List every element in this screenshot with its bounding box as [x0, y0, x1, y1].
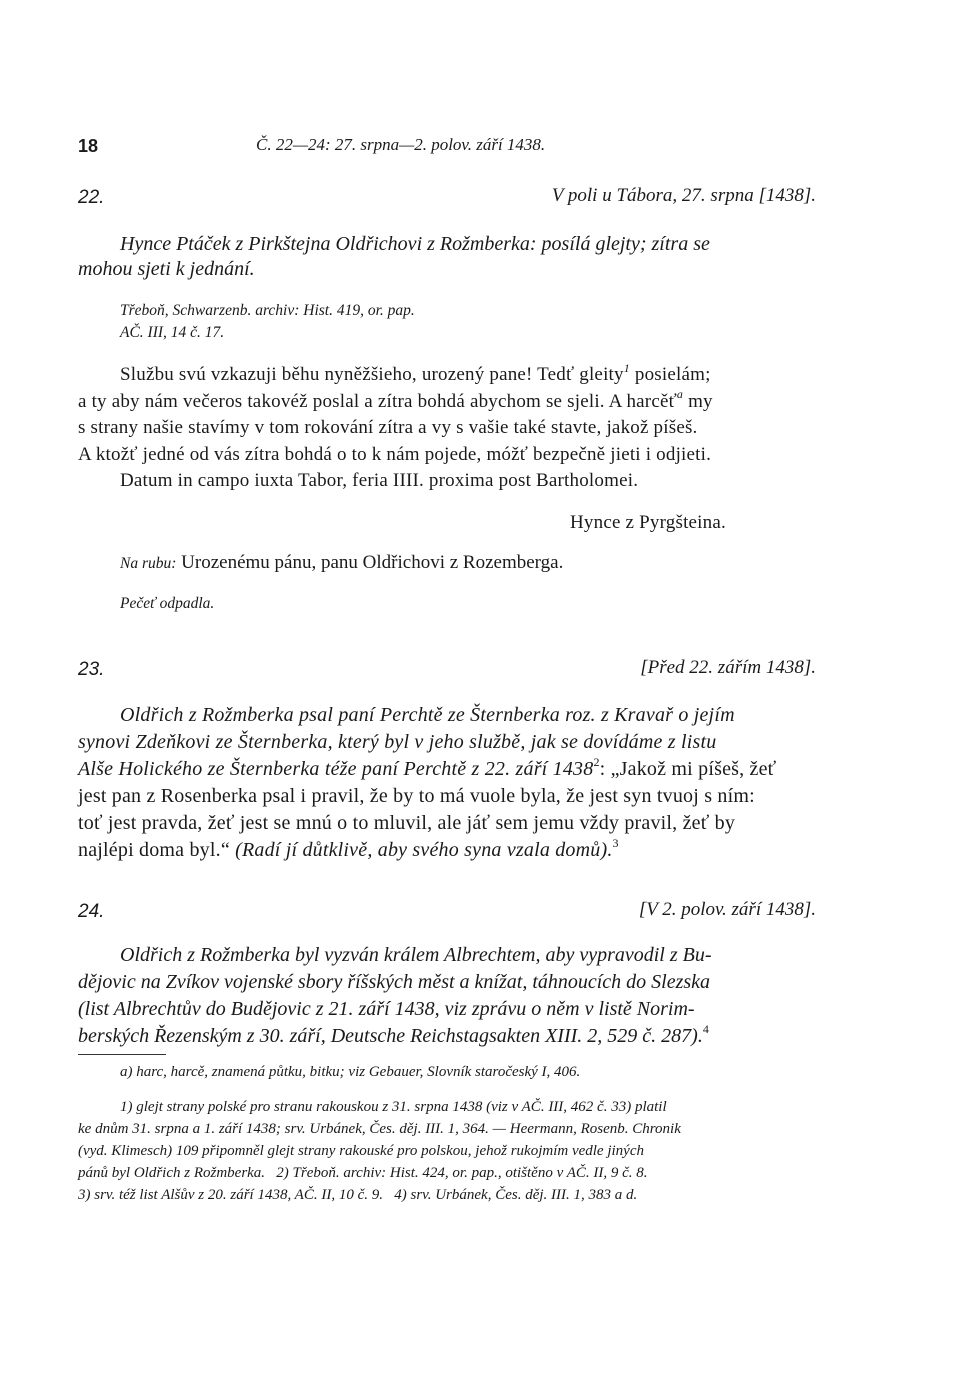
regest-line — [78, 756, 816, 783]
letter-text — [78, 362, 818, 495]
footnote-a: a) harc, harcě, znamená půtku, bitku; viz Gebauer, Slovník staročeský I, 406. — [120, 1064, 581, 1080]
regest-line: jest pan z Rosenberka psal i pravil, že by to má vuole byla, že jest syn tvuoj s ním: — [78, 785, 755, 807]
regest-line: Oldřich z Rožmberka byl vyzván králem Albrechtem, aby vypravodil z Bu- — [120, 944, 712, 966]
footnote-line: pánů byl Oldřich z Rožmberka. 2) Třeboň. archiv: Hist. 424, or. pap., otištěno v AČ. II, 9 č. 8. — [78, 1165, 648, 1181]
letter-line: Datum in campo iuxta Tabor, feria IIII. proxima post Bartholomei. — [120, 470, 639, 491]
archive-line: AČ. III, 14 č. 17. — [120, 324, 225, 341]
text-run: (Radí jí důtklivě, aby svého syna vzala domů). — [235, 839, 613, 861]
letter-line: A ktožť jedné od vás zítra bohdá o to k nám pojede, móžť bezpečně jieti i odjieti. — [78, 443, 712, 465]
footnote-line: (vyd. Klimesch) 109 připomněl glejt strany rakouské pro polskou, jehož rukojmím vedle jiných — [78, 1143, 644, 1159]
footnote-ref: a — [676, 387, 684, 402]
verso-note — [120, 552, 563, 574]
summary-line: mohou sjeti k jednání. — [78, 258, 255, 280]
document-number: 24. — [78, 901, 105, 922]
text-run: berských Řezenským z 30. září, Deutsche Reichstagsakten XIII. 2, 529 č. 287). — [78, 1025, 703, 1047]
footnote-ref: 4 — [702, 1022, 709, 1037]
regest-line — [78, 1023, 816, 1050]
letter-line: s strany našie stavímy v tom rokování zítra a vy s vašie také stavte, jakož píšeš. — [78, 417, 698, 438]
regest-summary — [78, 232, 816, 282]
footnote-ref: 1 — [623, 360, 630, 375]
document-number: 22. — [78, 187, 105, 208]
regest-line: dějovic na Zvíkov vojenské sbory říšských měst a knížat, táhnoucích do Slezska — [78, 971, 711, 993]
page-number: 18 — [78, 136, 99, 156]
footnote-line: 3) srv. též list Alšův z 20. září 1438, AČ. II, 10 č. 9. 4) srv. Urbánek, Čes. děj. III. 1, 383 a d. — [78, 1187, 638, 1203]
document-date: [V 2. polov. září 1438]. — [638, 899, 816, 920]
text-run: Službu svú vzkazuji běhu nyněžšieho, urozený pane! Tedť gleity — [120, 364, 624, 385]
regest-line: toť jest pravda, žeť jest se mnú o to mluvil, ale jáť sem jemu vždy pravil, žeť by — [78, 812, 736, 834]
seal-note: Pečeť odpadla. — [120, 595, 215, 612]
footnote-ref: 3 — [612, 836, 619, 851]
archive-line: Třeboň, Schwarzenb. archiv: Hist. 419, or. pap. — [120, 302, 415, 319]
footnote-divider — [78, 1054, 166, 1055]
verso-label: Na rubu: — [120, 555, 177, 572]
letter-line — [78, 389, 818, 416]
text-run: posielám; — [629, 364, 711, 385]
regest-line: Oldřich z Rožmberka psal paní Perchtě ze Šternberka roz. z Kravař o jejím — [120, 704, 735, 726]
footnotes-block — [78, 1096, 816, 1206]
footnote-line: ke dnům 31. srpna a 1. září 1438; srv. Urbánek, Čes. děj. III. 1, 364. — Heermann, Rosenb. Chronik — [78, 1121, 681, 1137]
document-number: 23. — [78, 659, 105, 680]
text-run: : „Jakož mi píšeš, žeť — [599, 758, 777, 780]
regest-line — [78, 837, 816, 864]
archive-note — [120, 300, 415, 344]
letter-line — [78, 362, 818, 389]
footnote-ref: 2 — [593, 755, 600, 770]
regest-line: synovi Zdeňkovi ze Šternberka, který byl v jeho službě, jak se dovídáme z listu — [78, 731, 717, 753]
document-date: [Před 22. zářím 1438]. — [640, 657, 816, 678]
text-run: my — [683, 390, 713, 412]
running-title: Č. 22—24: 27. srpna—2. polov. září 1438. — [256, 135, 546, 154]
summary-line: Hynce Ptáček z Pirkštejna Oldřichovi z Rožmberka: posílá glejty; zítra se — [120, 233, 710, 255]
signature: Hynce z Pyrgšteina. — [570, 512, 726, 533]
regest-text — [78, 942, 816, 1050]
verso-text: Urozenému pánu, panu Oldřichovi z Rozemberga. — [181, 552, 564, 573]
regest-text — [78, 702, 816, 864]
text-run: Alše Holického ze Šternberka téže paní Perchtě z 22. září 1438 — [78, 758, 594, 780]
text-run: najlépi doma byl.“ — [78, 839, 236, 861]
footnote-line: 1) glejt strany polské pro stranu rakouskou z 31. srpna 1438 (viz v AČ. III, 462 č. 33) platil — [120, 1099, 667, 1115]
text-run: a ty aby nám večeros takovéž poslal a zítra bohdá abychom se sjeli. A harcěť — [78, 390, 677, 412]
regest-line: (list Albrechtův do Budějovic z 21. září 1438, viz zprávu o něm v listě Norim- — [78, 998, 695, 1020]
place-date: V poli u Tábora, 27. srpna [1438]. — [551, 185, 816, 206]
